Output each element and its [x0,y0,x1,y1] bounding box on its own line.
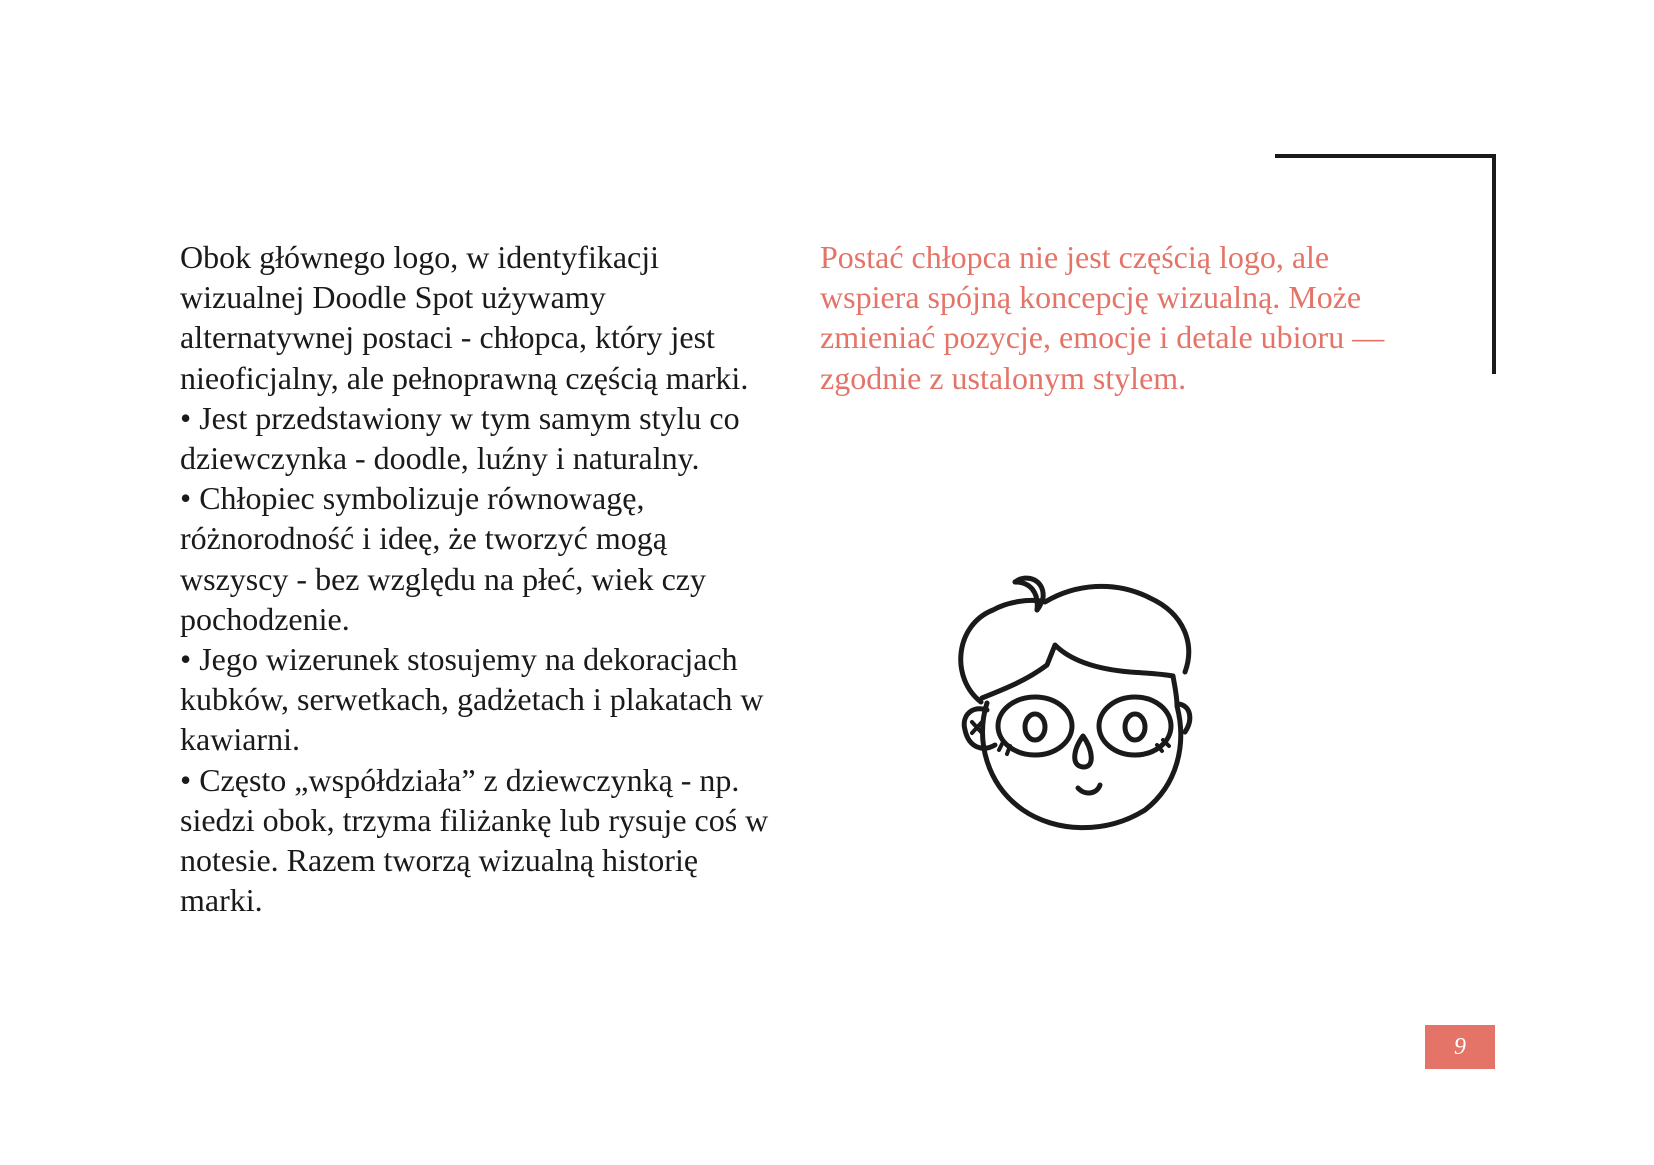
corner-bracket-decoration [1275,154,1497,376]
boy-doodle-face-icon [945,570,1245,850]
bullet-symbolism: • Chłopiec symbolizuje równowagę, różnorodność i ideę, że tworzyć mogą wszyscy - bez względu na płeć, wiek czy pochodzenie. [180,480,706,637]
intro-paragraph: Obok głównego logo, w identyfikacji wizualnej Doodle Spot używamy alternatywnej postaci - chłopca, który jest nieoficjalny, ale pełnoprawną częścią marki. [180,239,749,396]
highlight-note: Postać chłopca nie jest częścią logo, ale wspiera spójną koncepcję wizualną. Może zmieniać pozycje, emocje i detale ubioru — zgodnie z ustalonym stylem. [820,239,1385,396]
body-text-column [180,237,780,920]
bullet-interaction: • Często „współdziała” z dziewczynką - np. siedzi obok, trzyma filiżankę lub rysuje coś w notesie. Razem tworzą wizualną historię marki. [180,761,769,919]
page-number: 9 [1454,1033,1466,1060]
bullet-usage: • Jego wizerunek stosujemy na dekoracjach kubków, serwetkach, gadżetach i plakatach w kawiarni. [180,641,764,758]
page-number-badge [1425,1025,1495,1069]
bullet-style: • Jest przedstawiony w tym samym stylu co dziewczynka - doodle, luźny i naturalny. [180,399,740,477]
